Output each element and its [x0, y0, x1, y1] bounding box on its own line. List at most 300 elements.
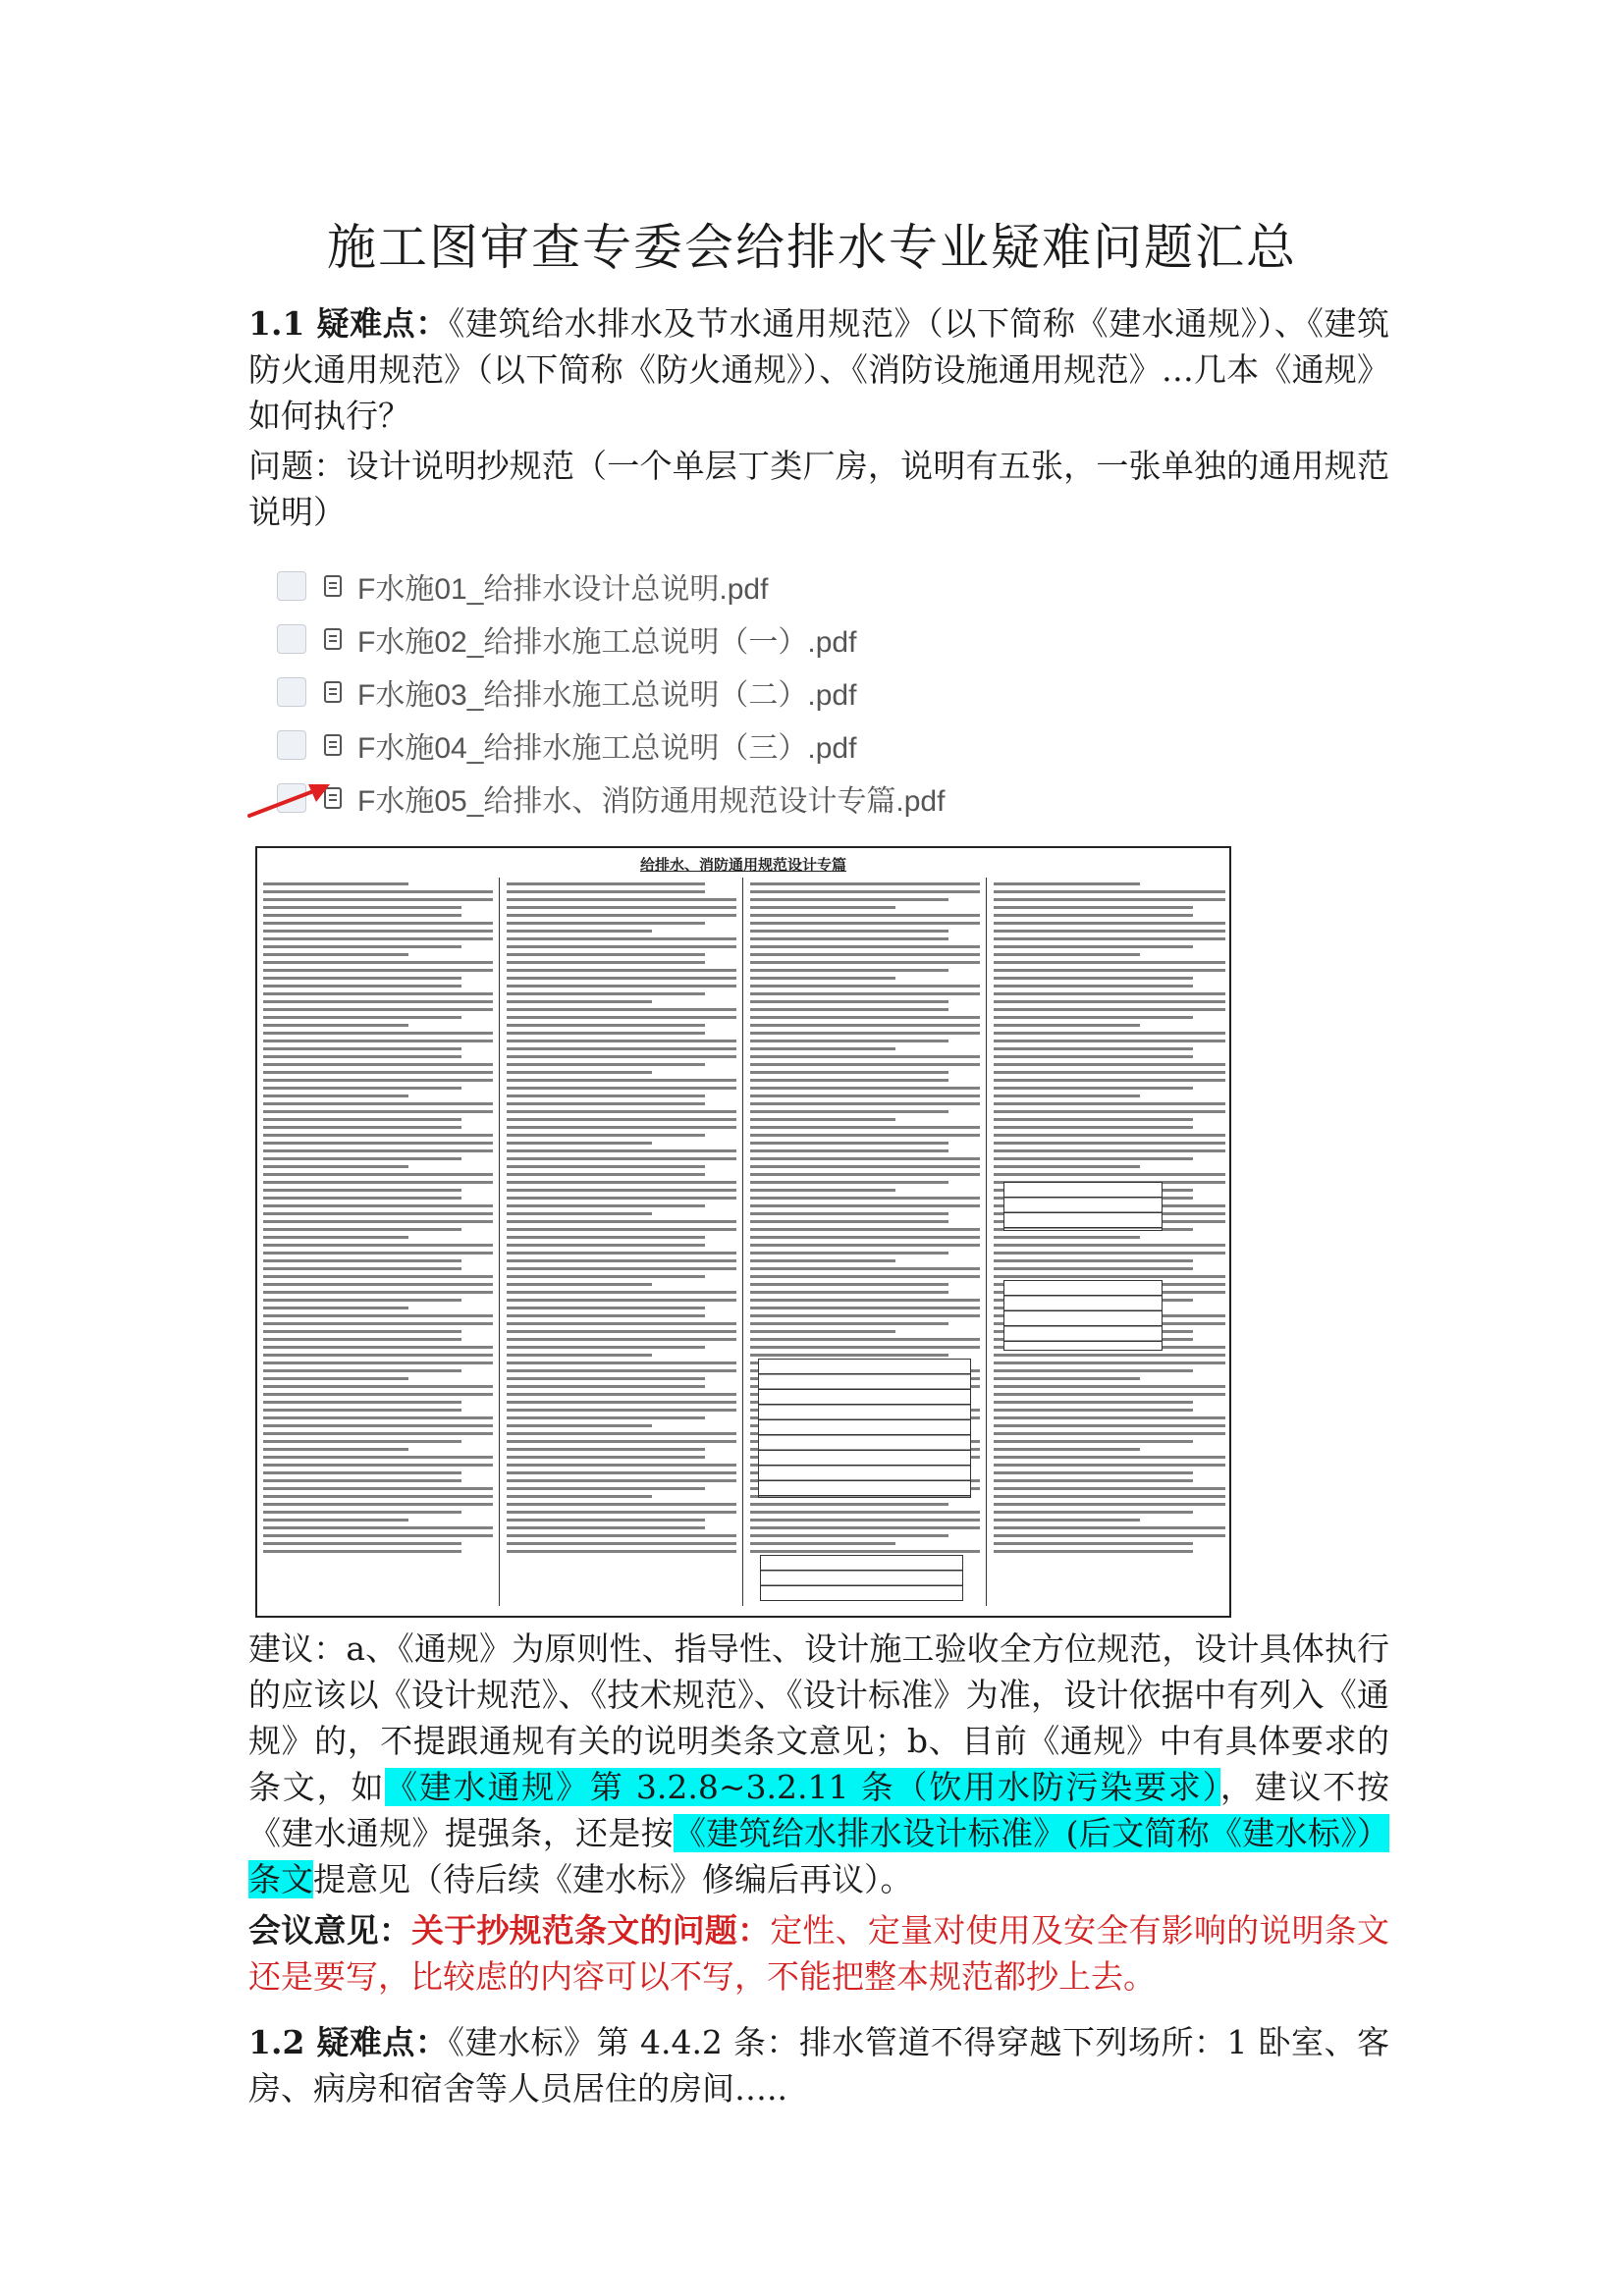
scanned-text-line: [263, 1079, 493, 1082]
scanned-text-line: [507, 1259, 736, 1262]
scanned-text-line: [263, 1228, 461, 1231]
scanned-text-line: [507, 1079, 736, 1082]
scanned-text-line: [263, 1377, 408, 1380]
suggestion-highlight: 《建水通规》第 3.2.8~3.2.11 条（饮用水防污染要求）: [385, 1768, 1220, 1806]
meeting-label: 会议意见：: [248, 1911, 412, 1949]
meeting-opinion: [248, 1907, 1389, 2000]
file-item[interactable]: [277, 613, 1062, 666]
scanned-text-line: [994, 1542, 1193, 1545]
scanned-text-line: [507, 1126, 736, 1129]
scanned-text-line: [994, 1165, 1140, 1168]
scanned-text-line: [263, 1542, 461, 1545]
file-list: [277, 560, 1062, 825]
scanned-text-line: [507, 1338, 736, 1341]
scanned-text-line: [994, 1409, 1193, 1412]
scanned-text-line: [263, 1063, 493, 1066]
scanned-text-line: [750, 1102, 980, 1105]
scanned-text-line: [750, 930, 948, 933]
scanned-text-line: [263, 1259, 461, 1262]
scanned-text-line: [507, 1157, 736, 1160]
scanned-text-line: [994, 1503, 1225, 1506]
scanned-text-line: [263, 1244, 493, 1247]
scanned-text-line: [750, 1503, 948, 1506]
scanned-text-line: [263, 1424, 493, 1427]
scanned-text-line: [750, 1542, 895, 1545]
scanned-text-line: [263, 1110, 493, 1113]
scanned-text-line: [263, 1095, 408, 1097]
scanned-text-line: [263, 1102, 493, 1105]
scanned-text-line: [507, 1008, 736, 1011]
scanned-text-line: [750, 1244, 980, 1247]
scanned-text-line: [994, 930, 1225, 933]
scanned-text-line: [507, 1471, 736, 1474]
scanned-text-line: [750, 1550, 980, 1553]
scanned-text-line: [750, 1338, 980, 1341]
scanned-text-line: [263, 1519, 408, 1522]
scanned-text-line: [750, 914, 980, 917]
scanned-text-line: [994, 1354, 1225, 1357]
scanned-text-line: [750, 922, 980, 925]
scanned-text-line: [263, 1369, 461, 1372]
scanned-text-line: [263, 953, 408, 956]
scanned-text-line: [507, 1047, 736, 1050]
document-icon: [324, 628, 342, 650]
scanned-text-line: [994, 1259, 1193, 1262]
scanned-text-line: [750, 961, 980, 964]
scanned-text-line: [263, 1385, 493, 1388]
scanned-text-line: [263, 1283, 493, 1286]
section-1-2: [248, 2019, 1389, 2111]
scanned-text-line: [263, 1142, 493, 1145]
scanned-text-line: [750, 1346, 980, 1349]
scanned-text-line: [750, 1189, 895, 1192]
scanned-text-line: [507, 1275, 705, 1278]
scanned-text-line: [263, 1055, 461, 1058]
scanned-text-line: [750, 1354, 948, 1357]
scanned-text-line: [263, 1291, 493, 1294]
checkbox-icon[interactable]: [277, 624, 306, 654]
scanned-text-line: [263, 1503, 493, 1506]
scanned-text-line: [507, 1424, 652, 1427]
scanned-text-line: [750, 1299, 980, 1302]
scanned-text-line: [263, 1165, 408, 1168]
scanned-text-line: [263, 1432, 493, 1435]
document-icon: [324, 734, 342, 756]
file-item[interactable]: [277, 666, 1062, 719]
file-name: F水施04_给排水施工总说明（三）.pdf: [357, 732, 857, 765]
scanned-text-line: [263, 1330, 461, 1333]
scanned-text-line: [507, 1118, 736, 1121]
scanned-text-line: [750, 1511, 980, 1514]
scanned-text-line: [750, 1519, 980, 1522]
section-1-2-label: 1.2 疑难点：: [248, 2023, 449, 2061]
scanned-text-line: [507, 1307, 705, 1309]
scanned-text-line: [994, 1087, 1193, 1090]
scanned-text-line: [994, 1448, 1140, 1451]
scanned-text-line: [994, 1385, 1225, 1388]
scanned-text-line: [994, 1471, 1193, 1474]
scanned-text-line: [263, 1149, 493, 1152]
scanned-text-line: [507, 1173, 705, 1176]
scanned-text-line: [994, 1519, 1140, 1522]
scanned-text-line: [750, 1252, 948, 1255]
scanned-text-line: [994, 1252, 1225, 1255]
scanned-text-line: [263, 1173, 493, 1176]
scanned-text-line: [994, 953, 1140, 956]
scanned-text-line: [263, 1409, 461, 1412]
scanned-text-line: [750, 1212, 948, 1215]
scanned-text-line: [507, 1181, 736, 1184]
scanned-text-line: [263, 930, 493, 933]
scanned-text-line: [750, 1204, 980, 1207]
scanned-text-line: [994, 1071, 1225, 1074]
scanned-text-line: [994, 969, 1225, 972]
scanned-text-line: [263, 1416, 493, 1419]
scanned-column: [501, 878, 743, 1606]
scanned-text-line: [263, 1220, 493, 1223]
scanned-text-line: [263, 1000, 493, 1003]
scanned-text-line: [263, 1016, 461, 1019]
scanned-text-line: [994, 1275, 1225, 1278]
scanned-text-line: [507, 1385, 705, 1388]
file-name: F水施03_给排水施工总说明（二）.pdf: [357, 679, 857, 712]
scanned-text-line: [507, 1134, 705, 1137]
scanned-text-line: [507, 1291, 736, 1294]
scanned-text-line: [507, 1416, 705, 1419]
scanned-text-line: [507, 914, 736, 917]
scanned-text-line: [750, 1165, 980, 1168]
scanned-text-line: [263, 945, 461, 948]
scanned-text-line: [507, 1464, 736, 1467]
scanned-text-line: [750, 1118, 895, 1121]
scanned-text-line: [263, 1134, 493, 1137]
scanned-text-line: [750, 1047, 895, 1050]
file-item[interactable]: [277, 719, 1062, 772]
scanned-text-line: [750, 1173, 980, 1176]
scanned-text-line: [507, 1503, 736, 1506]
meeting-text: 定性、定量对使用及安全有影响的说明条文还是要写，比较虑的内容可以不写，不能把整本规范都抄上去。: [248, 1911, 1390, 1996]
scanned-text-line: [263, 1346, 493, 1349]
scanned-text-line: [507, 1110, 736, 1113]
scanned-text-line: [994, 1393, 1225, 1396]
scanned-text-line: [507, 1102, 705, 1105]
scanned-text-line: [750, 882, 980, 885]
scanned-text-line: [507, 1189, 736, 1192]
scanned-text-line: [994, 1464, 1225, 1467]
scanned-text-line: [750, 898, 948, 901]
scanned-text-line: [994, 1487, 1225, 1490]
scanned-text-line: [750, 1157, 980, 1160]
scanned-text-line: [750, 1063, 980, 1066]
scanned-text-line: [750, 977, 895, 980]
scanned-text-line: [750, 1079, 948, 1082]
scanned-text-line: [750, 1110, 948, 1113]
file-item[interactable]: [277, 772, 1062, 825]
checkbox-icon[interactable]: [277, 677, 306, 707]
scanned-text-line: [750, 1142, 948, 1145]
scanned-text-line: [263, 1322, 493, 1325]
scanned-text-line: [994, 1142, 1225, 1145]
scanned-text-line: [507, 1330, 736, 1333]
scanned-text-line: [994, 882, 1140, 885]
scanned-text-line: [507, 1495, 652, 1498]
scanned-text-line: [994, 1000, 1225, 1003]
scanned-text-line: [263, 1157, 461, 1160]
scanned-text-line: [994, 1424, 1225, 1427]
scanned-text-line: [994, 1362, 1225, 1364]
scanned-text-line: [507, 930, 652, 933]
scanned-table: [1003, 1182, 1163, 1231]
scanned-text-line: [507, 898, 736, 901]
scanned-text-line: [750, 1000, 948, 1003]
scanned-text-line: [994, 890, 1225, 893]
scanned-text-line: [750, 1236, 980, 1239]
scanned-text-line: [994, 1157, 1193, 1160]
scanned-text-line: [263, 1338, 461, 1341]
scanned-text-line: [994, 914, 1193, 917]
scanned-text-line: [994, 1032, 1225, 1035]
scanned-text-line: [263, 1087, 461, 1090]
scanned-text-line: [507, 1479, 736, 1482]
file-name: F水施01_给排水设计总说明.pdf: [357, 573, 769, 606]
scanned-text-line: [507, 1401, 736, 1404]
scanned-text-line: [750, 1055, 980, 1058]
scanned-text-line: [750, 1016, 980, 1019]
file-name: F水施05_给排水、消防通用规范设计专篇.pdf: [357, 785, 946, 818]
scanned-text-line: [507, 1197, 736, 1200]
scanned-text-line: [263, 898, 493, 901]
scanned-text-line: [750, 1134, 980, 1137]
scanned-text-line: [263, 1534, 493, 1537]
scanned-text-line: [750, 937, 948, 940]
scanned-text-line: [263, 1126, 461, 1129]
scanned-text-line: [994, 1416, 1225, 1419]
scanned-text-line: [263, 1354, 493, 1357]
scanned-text-line: [263, 1314, 493, 1317]
document-icon: [324, 575, 342, 597]
scanned-text-line: [994, 1236, 1140, 1239]
scanned-table: [1003, 1280, 1163, 1351]
scanned-text-line: [507, 882, 705, 885]
scanned-text-line: [507, 1299, 736, 1302]
question-paragraph: 问题：设计说明抄规范（一个单层丁类厂房，说明有五张，一张单独的通用规范说明）: [248, 447, 1389, 531]
scanned-text-line: [994, 1149, 1225, 1152]
scanned-text-line: [507, 1149, 736, 1152]
scanned-text-line: [994, 977, 1193, 980]
scanned-text-line: [750, 1126, 980, 1129]
scanned-text-line: [507, 945, 736, 948]
scanned-text-line: [750, 1149, 948, 1152]
scanned-text-line: [263, 1236, 408, 1239]
scanned-column: [988, 878, 1231, 1606]
scanned-text-line: [507, 1016, 736, 1019]
section-1-1: [248, 300, 1389, 439]
scanned-text-line: [263, 1197, 461, 1200]
scanned-text-line: [507, 1432, 736, 1435]
scanned-text-line: [507, 992, 705, 995]
scanned-text-line: [994, 1244, 1225, 1247]
scanned-text-line: [263, 1307, 408, 1309]
scanned-text-line: [263, 1204, 493, 1207]
scanned-text-line: [263, 1479, 461, 1482]
checkbox-icon[interactable]: [277, 571, 306, 601]
scanned-text-line: [750, 1307, 980, 1309]
scanned-text-line: [750, 906, 895, 909]
scanned-text-line: [994, 898, 1225, 901]
scanned-text-line: [994, 1008, 1225, 1011]
scanned-text-line: [263, 1440, 461, 1443]
scanned-text-line: [507, 1440, 736, 1443]
scanned-text-line: [263, 961, 493, 964]
scanned-text-line: [750, 1181, 948, 1184]
scanned-text-line: [507, 937, 736, 940]
scanned-text-line: [263, 1487, 493, 1490]
file-name: F水施02_给排水施工总说明（一）.pdf: [357, 626, 857, 659]
scanned-text-line: [750, 1534, 948, 1537]
scanned-text-line: [994, 1079, 1225, 1082]
scanned-text-line: [507, 1212, 652, 1215]
scanned-text-line: [263, 1008, 493, 1011]
document-icon: [324, 681, 342, 703]
scanned-text-line: [994, 922, 1225, 925]
scanned-drawing-title: 给排水、消防通用规范设计专篇: [639, 856, 846, 874]
scanned-text-line: [507, 1032, 705, 1035]
scanned-text-line: [507, 1055, 736, 1058]
scanned-text-line: [507, 1456, 705, 1459]
scanned-text-line: [750, 945, 980, 948]
scanned-text-line: [994, 1401, 1193, 1404]
scanned-text-line: [994, 1534, 1225, 1537]
scanned-text-line: [994, 1016, 1193, 1019]
scanned-text-line: [994, 1495, 1225, 1498]
scanned-text-line: [994, 1432, 1225, 1435]
section-1-1-text: 《建筑给水排水及节水通用规范》（以下简称《建水通规》）、《建筑防火通用规范》（以下简称《防火通规》）、《消防设施通用规范》…几本《通规》如何执行？: [248, 304, 1389, 435]
scanned-text-line: [507, 1393, 736, 1396]
scanned-text-line: [994, 1126, 1193, 1129]
scanned-text-line: [263, 1118, 461, 1121]
scanned-text-line: [507, 1220, 736, 1223]
scanned-text-line: [507, 1024, 705, 1027]
scanned-text-line: [994, 1110, 1225, 1113]
scanned-text-line: [994, 992, 1225, 995]
scanned-text-line: [750, 1291, 948, 1294]
scanned-text-line: [750, 1087, 980, 1090]
scanned-text-line: [750, 1024, 980, 1027]
scanned-text-line: [263, 1071, 493, 1074]
scanned-text-line: [263, 1471, 461, 1474]
scanned-text-line: [263, 985, 461, 988]
scanned-text-line: [994, 937, 1225, 940]
scanned-text-line: [750, 1275, 980, 1278]
meeting-topic: 关于抄规范条文的问题：: [411, 1911, 771, 1949]
scanned-text-line: [507, 1095, 705, 1097]
scanned-text-line: [263, 992, 493, 995]
suggestion-paragraph: [248, 1626, 1389, 1902]
scanned-text-line: [507, 1362, 736, 1364]
scanned-text-line: [507, 890, 705, 893]
scanned-text-line: [750, 953, 980, 956]
scanned-text-line: [994, 1024, 1140, 1027]
suggestion-text: ，建议不按《建水通规》提强条，还是按: [248, 1768, 1390, 1852]
scanned-text-line: [994, 1550, 1193, 1553]
scanned-table: [758, 1359, 971, 1498]
scanned-text-line: [750, 1322, 948, 1325]
scanned-text-line: [507, 906, 736, 909]
section-1-1-label: 1.1 疑难点：: [248, 304, 449, 343]
scanned-text-line: [994, 1456, 1225, 1459]
scanned-text-line: [263, 1252, 493, 1255]
scanned-text-line: [994, 1134, 1225, 1137]
scanned-text-line: [750, 1071, 948, 1074]
file-item[interactable]: [277, 560, 1062, 613]
scanned-text-line: [507, 1040, 736, 1042]
scanned-text-line: [994, 1440, 1193, 1443]
scanned-text-line: [507, 1063, 705, 1066]
scanned-text-line: [994, 1102, 1225, 1105]
scanned-text-line: [994, 1377, 1140, 1380]
scanned-text-line: [507, 1369, 736, 1372]
scanned-text-line: [750, 1032, 980, 1035]
scanned-text-line: [263, 937, 493, 940]
scanned-text-line: [263, 1212, 493, 1215]
scanned-text-line: [263, 1401, 461, 1404]
scanned-text-line: [750, 1259, 895, 1262]
scanned-text-line: [507, 1409, 736, 1412]
scanned-text-line: [507, 977, 736, 980]
scanned-text-line: [750, 1197, 980, 1200]
scanned-text-line: [507, 922, 705, 925]
scanned-text-line: [263, 1275, 493, 1278]
scanned-table: [760, 1555, 963, 1601]
scanned-text-line: [263, 1456, 493, 1459]
page-title: 施工图审查专委会给排水专业疑难问题汇总: [327, 219, 1297, 276]
scanned-text-line: [507, 953, 705, 956]
scanned-text-line: [263, 1393, 493, 1396]
scanned-text-line: [750, 1526, 980, 1529]
suggestion-highlight: 《建筑给水排水设计标准》(后文简称《建水标》）条文: [248, 1814, 1390, 1898]
scanned-text-line: [750, 1095, 980, 1097]
scanned-text-line: [263, 1299, 461, 1302]
scanned-text-line: [994, 1047, 1193, 1050]
scanned-text-line: [263, 1032, 493, 1035]
scanned-text-line: [750, 1008, 948, 1011]
scanned-text-line: [507, 1542, 736, 1545]
scanned-text-line: [507, 1314, 705, 1317]
scanned-text-line: [507, 961, 705, 964]
scanned-text-line: [507, 1236, 705, 1239]
checkbox-icon[interactable]: [277, 730, 306, 760]
scanned-text-line: [263, 1181, 493, 1184]
scanned-text-line: [263, 882, 408, 885]
scanned-text-line: [994, 1173, 1225, 1176]
scanned-text-line: [263, 1267, 461, 1270]
scanned-text-line: [994, 961, 1225, 964]
scanned-text-line: [994, 1055, 1193, 1058]
scanned-text-line: [507, 1087, 736, 1090]
scanned-text-line: [507, 1534, 736, 1537]
scanned-text-line: [263, 1495, 493, 1498]
scanned-text-line: [507, 1228, 736, 1231]
scanned-text-line: [507, 985, 736, 988]
scanned-text-line: [263, 1047, 461, 1050]
suggestion-text: 提意见（待后续《建水标》修编后再议）。: [313, 1860, 913, 1898]
scanned-text-line: [263, 890, 493, 893]
scanned-text-line: [263, 914, 461, 917]
scanned-text-line: [750, 992, 980, 995]
scanned-text-line: [994, 1479, 1193, 1482]
scanned-text-line: [750, 1228, 980, 1231]
scanned-text-line: [507, 1244, 705, 1247]
